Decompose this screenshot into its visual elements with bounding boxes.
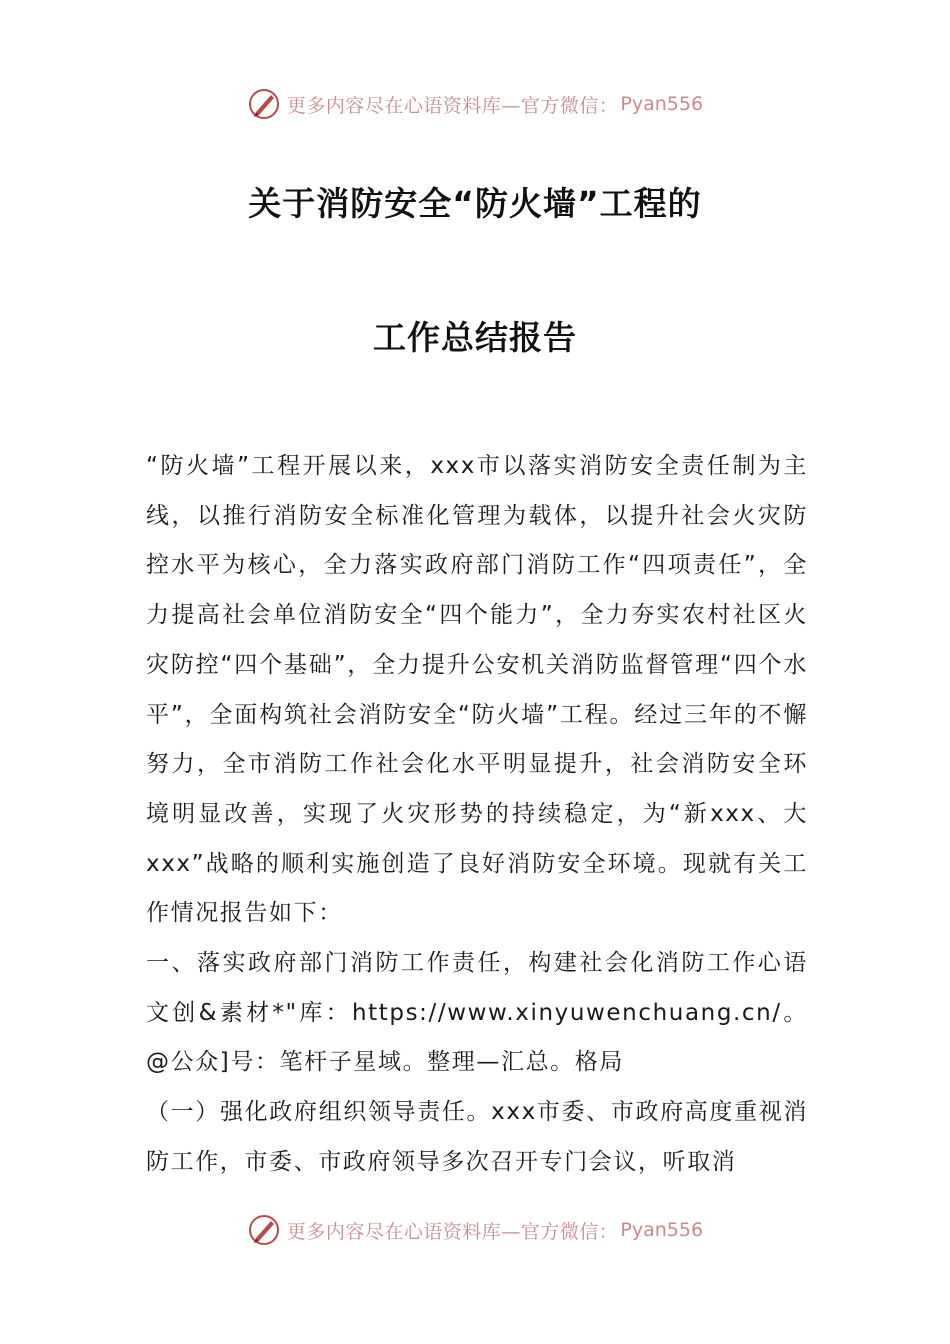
watermark-header <box>0 84 950 124</box>
watermark-footer <box>0 1210 950 1250</box>
paragraph-intro: “防火墙”工程开展以来，xxx市以落实消防安全责任制为主线，以推行消防安全标准化管理为载体，以提升社会火灾防控水平为核心，全力落实政府部门消防工作“四项责任”，全力提高社会单位消防安全“四个能力”，全力夯实农村社区火灾防控“四个基础”，全力提升公安机关消防监督管理“四个水平”，全面构筑社会消防安全“防火墙”工程。经过三年的不懈努力，全市消防工作社会化水平明显提升，社会消防安全环境明显改善，实现了火灾形势的持续稳定，为“新xxx、大xxx”战略的顺利实施创造了良好消防安全环境。现就有关工作情况报告如下： <box>146 453 808 927</box>
pen-logo-icon <box>247 87 281 121</box>
watermark-text: 更多内容尽在心语资料库—官方微信： <box>286 1220 619 1243</box>
watermark-text: 更多内容尽在心语资料库—官方微信： <box>286 94 619 117</box>
paragraph-subsection-1: （一）强化政府组织领导责任。xxx市委、市政府高度重视消防工作，市委、市政府领导多次召开专门会议，听取消 <box>146 1099 808 1175</box>
document-title-line-2: 工作总结报告 <box>373 318 577 357</box>
paragraph-section-1: 一、落实政府部门消防工作责任，构建社会化消防工作心语文创&素材*"库：https://www.xinyuwenchuang.cn/。@公众]号：笔杆子星域。整理—汇总。格局 <box>146 950 808 1076</box>
pen-logo-icon <box>247 1213 281 1247</box>
document-body <box>146 442 808 1188</box>
watermark-handle: Pyan556 <box>620 93 704 115</box>
watermark-handle: Pyan556 <box>620 1219 704 1241</box>
document-title-line-1: 关于消防安全“防火墙”工程的 <box>248 184 702 223</box>
